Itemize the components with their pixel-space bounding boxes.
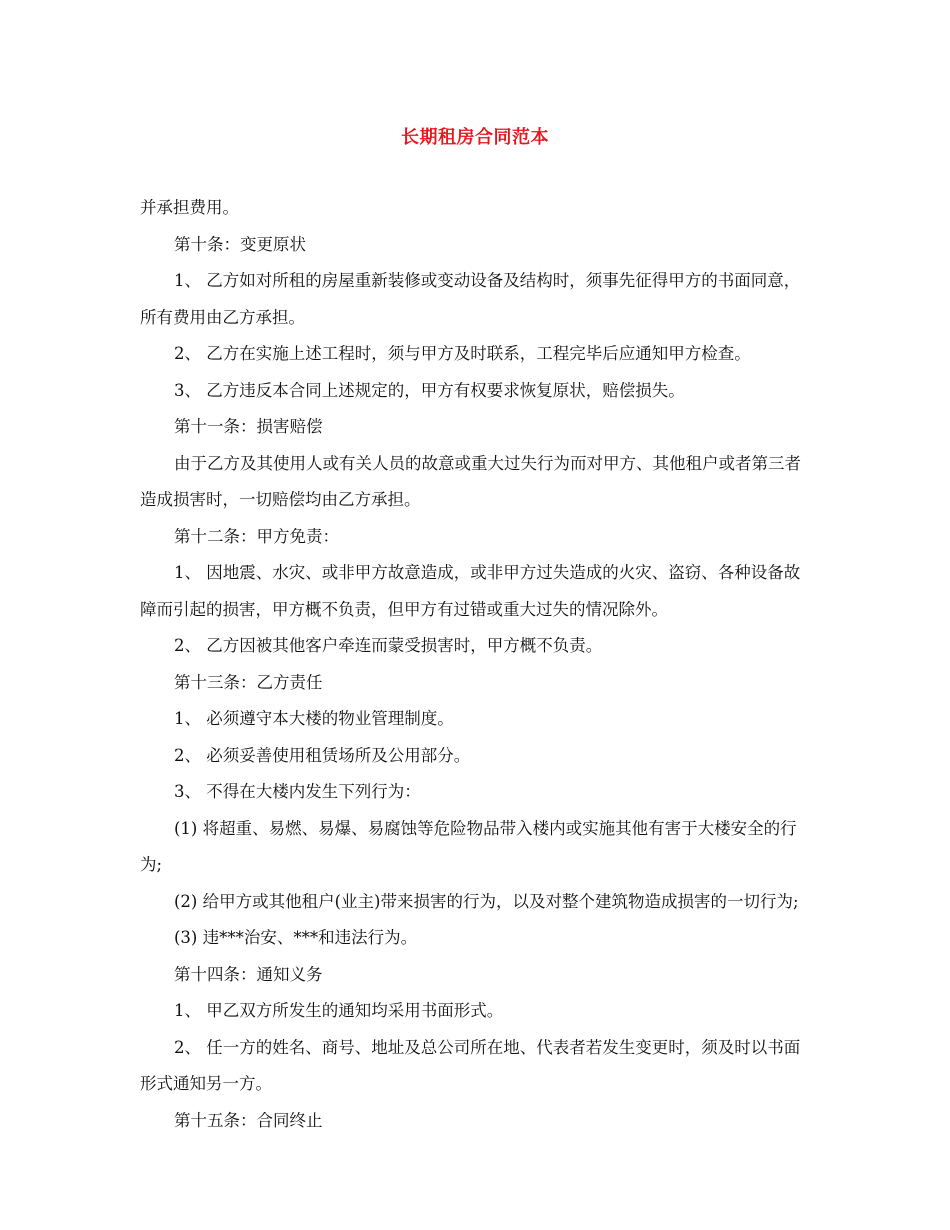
paragraph: 1、 甲乙双方所发生的通知均采用书面形式。 — [174, 1001, 504, 1020]
paragraph: 2、 任一方的姓名、商号、地址及总公司所在地、代表者若发生变更时，须及时以书面形式通知另一方。 — [140, 1037, 801, 1093]
document-body — [140, 190, 816, 1139]
paragraph: 1、 因地震、水灾、或非甲方故意造成，或非甲方过失造成的火灾、盗窃、各种设备故障而引起的损害，甲方概不负责，但甲方有过错或重大过失的情况除外。 — [140, 563, 801, 619]
section-heading: 第十二条：甲方免责： — [174, 526, 339, 546]
paragraph: 3、 乙方违反本合同上述规定的，甲方有权要求恢复原状，赔偿损失。 — [174, 380, 685, 400]
section-heading: 第十三条：乙方责任 — [174, 672, 323, 692]
section-heading: 第十一条：损害赔偿 — [174, 417, 323, 436]
document-title: 长期租房合同范本 — [401, 127, 549, 148]
paragraph: 由于乙方及其使用人或有关人员的故意或重大过失行为而对甲方、其他租户或者第三者造成损害时，一切赔偿均由乙方承担。 — [140, 453, 801, 509]
paragraph: 并承担费用。 — [140, 198, 239, 217]
paragraph: 2、 乙方在实施上述工程时，须与甲方及时联系，工程完毕后应通知甲方检查。 — [174, 344, 751, 363]
section-heading: 第十四条：通知义务 — [174, 964, 323, 984]
section-heading: 第十条：变更原状 — [174, 234, 306, 254]
paragraph: (3) 违***治安、***和违法行为。 — [174, 928, 418, 947]
paragraph: 3、 不得在大楼内发生下列行为： — [174, 782, 421, 801]
section-heading: 第十五条：合同终止 — [174, 1110, 323, 1130]
paragraph: 1、 乙方如对所租的房屋重新装修或变动设备及结构时，须事先征得甲方的书面同意，所有费用由乙方承担。 — [140, 271, 801, 327]
paragraph: 2、 乙方因被其他客户牵连而蒙受损害时，甲方概不负责。 — [174, 636, 603, 655]
paragraph: 2、 必须妥善使用租赁场所及公用部分。 — [174, 745, 471, 765]
paragraph: (2) 给甲方或其他租户(业主)带来损害的行为，以及对整个建筑物造成损害的一切行为; — [174, 891, 799, 911]
paragraph: (1) 将超重、易燃、易爆、易腐蚀等危险物品带入楼内或实施其他有害于大楼安全的行为; — [140, 818, 797, 874]
paragraph: 1、 必须遵守本大楼的物业管理制度。 — [174, 709, 454, 728]
